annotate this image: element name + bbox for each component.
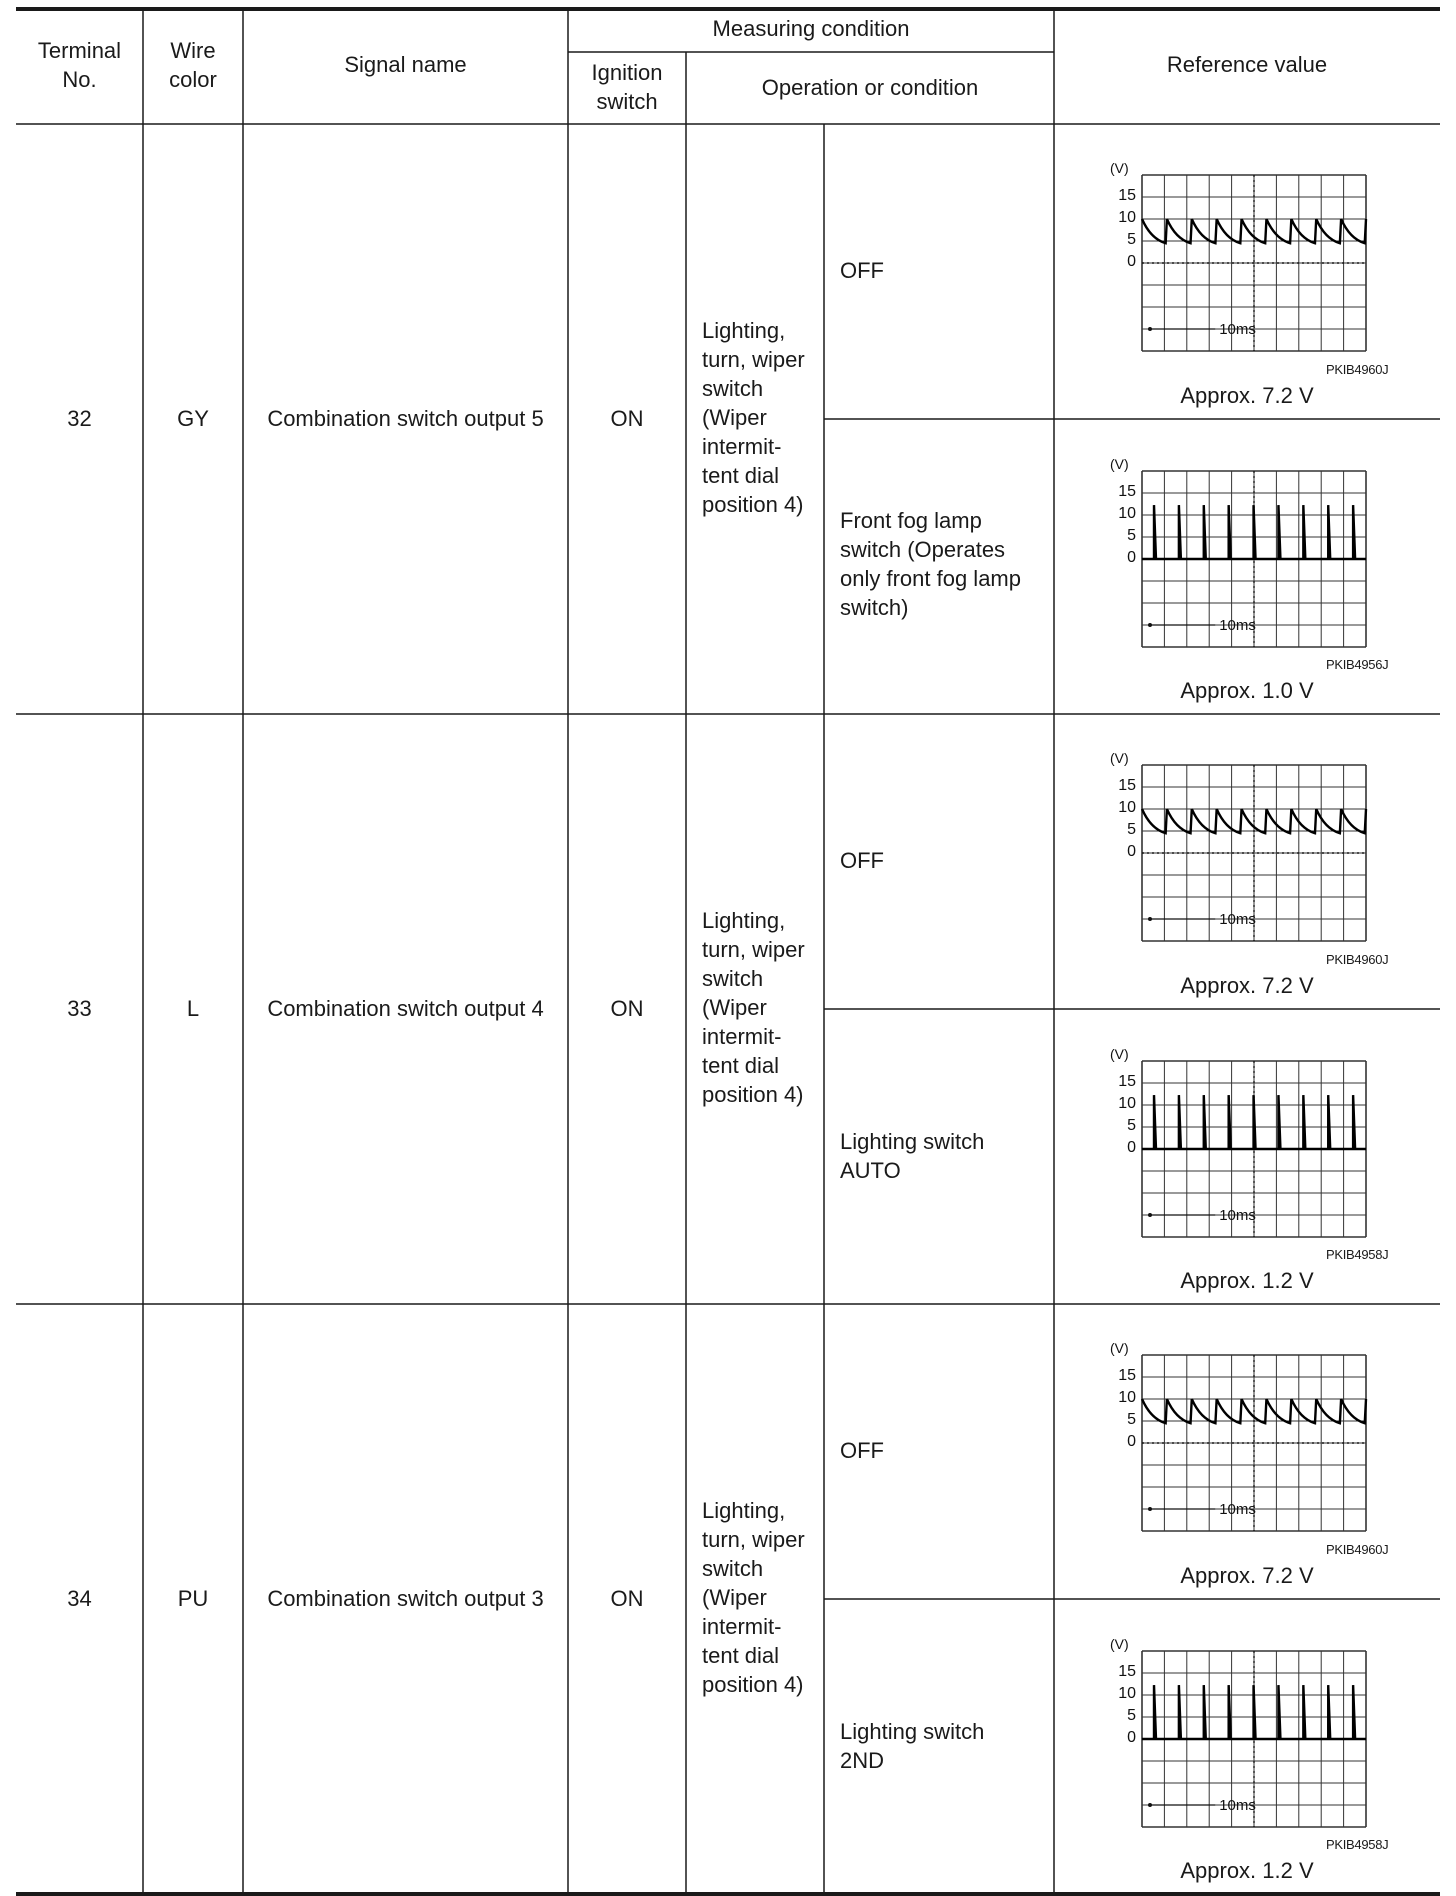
scope-unit-label: (V) [1110,456,1129,472]
terminal-number: 34 [67,1586,92,1611]
wire-color: L [186,996,200,1021]
reference-value: Approx. 7.2 V [1180,973,1314,998]
scope-tick-label: 15 [1118,187,1136,204]
scope-tick-label: 5 [1127,1707,1136,1724]
header-measuring-condition: Measuring condition [712,16,910,41]
scope-tick-label: 0 [1127,549,1136,566]
condition-label: Lighting switch 2ND [840,1719,985,1773]
oscilloscope-waveform [1110,750,1366,941]
wire-color: PU [177,1586,209,1611]
reference-value: Approx. 1.2 V [1180,1268,1314,1293]
header-wire-color: Wire color [169,38,217,92]
scope-figure-code: PKIB4960J [1326,362,1389,377]
oscilloscope-waveform [1110,1340,1366,1531]
header-operation-or-condition: Operation or condition [761,75,979,100]
scope-tick-label: 15 [1118,483,1136,500]
condition-label: Front fog lamp switch (Operates only front fog lamp switch) [840,508,1021,620]
signal-name: Combination switch output 3 [267,1586,544,1611]
scope-tick-label: 5 [1127,231,1136,248]
time-scale-label: 10ms [1219,1501,1256,1518]
scope-tick-label: 0 [1127,843,1136,860]
reference-value: Approx. 7.2 V [1180,1563,1314,1588]
signal-name: Combination switch output 5 [267,406,544,431]
reference-value: Approx. 1.2 V [1180,1858,1314,1883]
scope-figure-code: PKIB4956J [1326,657,1389,672]
operation-description: Lighting, turn, wiper switch (Wiper intermit- tent dial position 4) [702,908,805,1107]
scope-unit-label: (V) [1110,1636,1129,1652]
reference-value: Approx. 1.0 V [1180,678,1314,703]
ignition-switch-state: ON [610,1586,644,1611]
scope-unit-label: (V) [1110,1340,1129,1356]
condition-label: OFF [840,848,884,873]
terminal-number: 32 [67,406,92,431]
scope-figure-code: PKIB4958J [1326,1837,1389,1852]
oscilloscope-waveform [1110,1046,1366,1237]
reference-value: Approx. 7.2 V [1180,383,1314,408]
wire-color: GY [177,406,209,431]
operation-description: Lighting, turn, wiper switch (Wiper intermit- tent dial position 4) [702,318,805,517]
scope-tick-label: 15 [1118,1367,1136,1384]
scope-tick-label: 0 [1127,253,1136,270]
time-scale-label: 10ms [1219,911,1256,928]
waveform-trace [1142,1095,1366,1149]
scope-tick-label: 0 [1127,1139,1136,1156]
scope-tick-label: 10 [1118,505,1136,522]
operation-description: Lighting, turn, wiper switch (Wiper intermit- tent dial position 4) [702,1498,805,1697]
header-ignition-switch: Ignition switch [591,60,663,114]
scope-tick-label: 5 [1127,527,1136,544]
time-scale-label: 10ms [1219,1797,1256,1814]
scope-tick-label: 5 [1127,1117,1136,1134]
scope-tick-label: 10 [1118,1389,1136,1406]
condition-label: OFF [840,1438,884,1463]
oscilloscope-waveform [1110,160,1366,351]
oscilloscope-waveform [1110,456,1366,647]
waveform-trace [1142,505,1366,559]
condition-label: OFF [840,258,884,283]
scope-tick-label: 10 [1118,209,1136,226]
scope-tick-label: 10 [1118,1095,1136,1112]
header-signal-name: Signal name [344,52,467,77]
signal-name: Combination switch output 4 [267,996,544,1021]
time-scale-label: 10ms [1219,1207,1256,1224]
scope-tick-label: 15 [1118,1663,1136,1680]
scope-tick-label: 0 [1127,1729,1136,1746]
scope-unit-label: (V) [1110,1046,1129,1062]
scope-unit-label: (V) [1110,750,1129,766]
header-terminal-no: Terminal No. [37,38,122,92]
scope-tick-label: 15 [1118,1073,1136,1090]
scope-tick-label: 10 [1118,799,1136,816]
scope-figure-code: PKIB4960J [1326,1542,1389,1557]
scope-tick-label: 10 [1118,1685,1136,1702]
ignition-switch-state: ON [610,996,644,1021]
ignition-switch-state: ON [610,406,644,431]
terminal-number: 33 [67,996,92,1021]
scope-tick-label: 5 [1127,1411,1136,1428]
scope-tick-label: 5 [1127,821,1136,838]
scope-tick-label: 0 [1127,1433,1136,1450]
scope-figure-code: PKIB4958J [1326,1247,1389,1262]
scope-unit-label: (V) [1110,160,1129,176]
header-reference-value: Reference value [1166,52,1328,77]
scope-tick-label: 15 [1118,777,1136,794]
scope-figure-code: PKIB4960J [1326,952,1389,967]
oscilloscope-waveform [1110,1636,1366,1827]
time-scale-label: 10ms [1219,321,1256,338]
waveform-trace [1142,1685,1366,1739]
time-scale-label: 10ms [1219,617,1256,634]
condition-label: Lighting switch AUTO [840,1129,985,1183]
